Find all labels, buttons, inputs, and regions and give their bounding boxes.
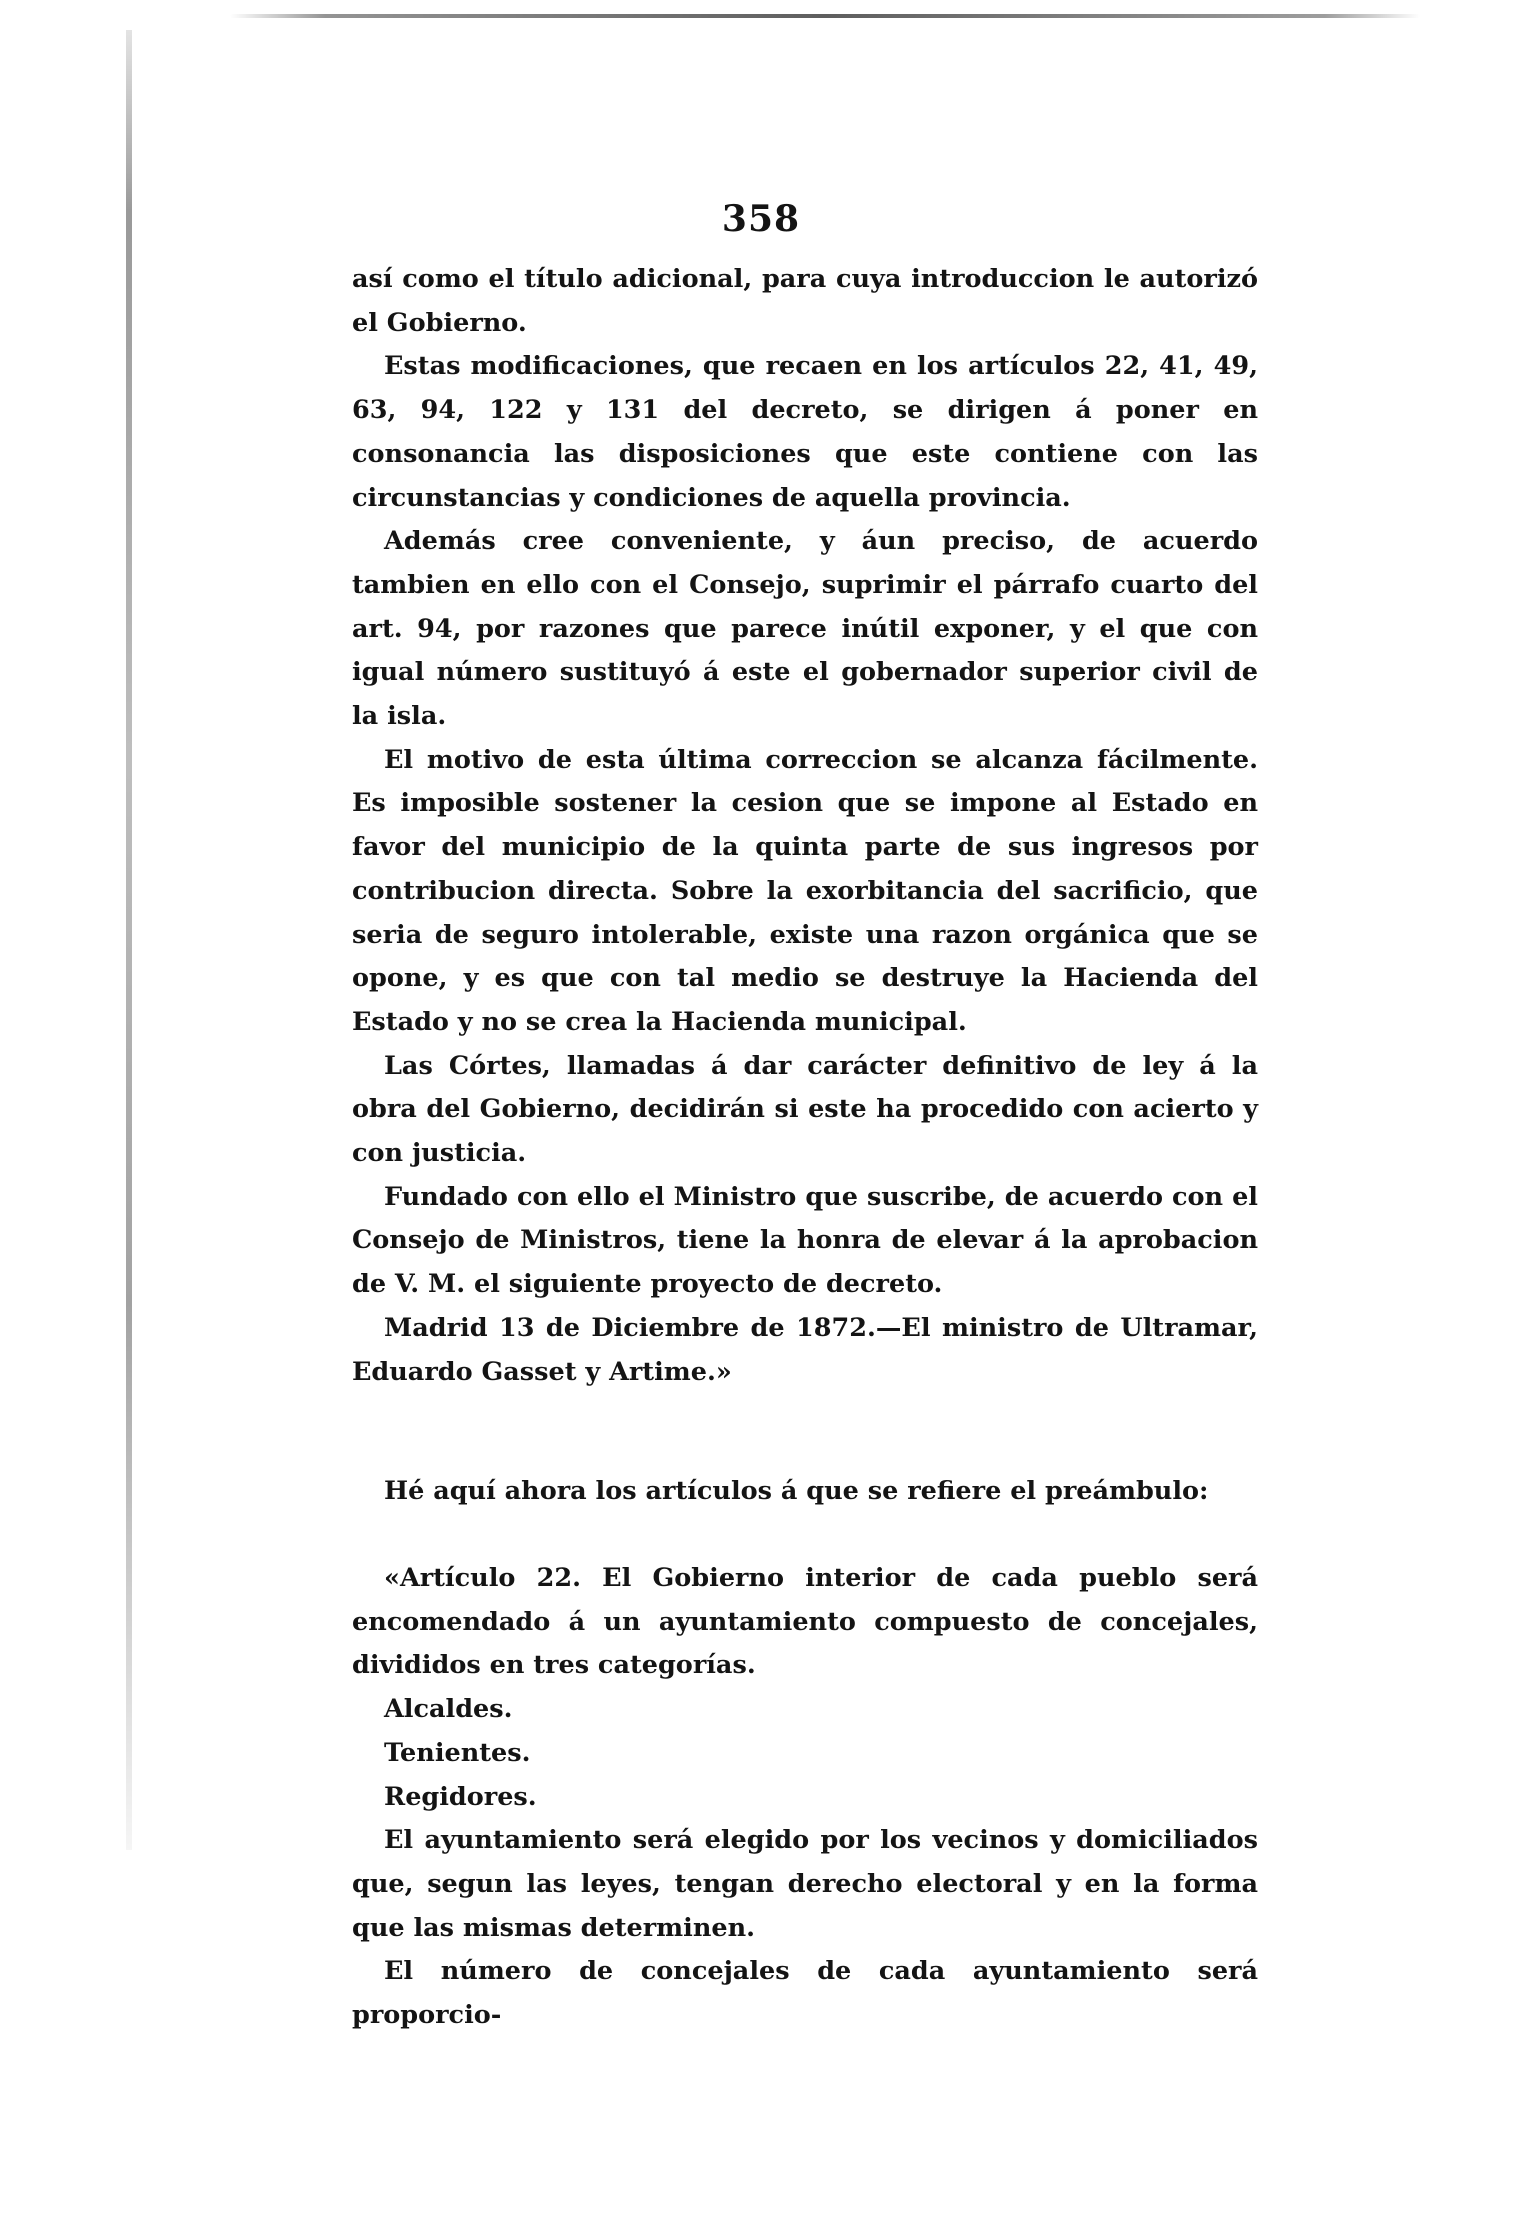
category-item: Regidores. — [384, 1781, 537, 1812]
article-22-opening: «Artículo 22. El Gobierno interior de cada pueblo será encomendado á un ayuntamiento compuesto de concejales, divididos en tres categorías. — [352, 1563, 1258, 1681]
article-fragment: El número de concejales de cada ayuntamiento será proporcio- — [352, 1956, 1258, 2031]
paragraph-signature: Madrid 13 de Diciembre de 1872.—El ministro de Ultramar, Eduardo Gasset y Artime.» — [352, 1312, 1258, 1387]
preamble-text — [352, 258, 1258, 1394]
paragraph-modifications: Estas modificaciones, que recaen en los artículos 22, 41, 49, 63, 94, 122 y 131 del decreto, se dirigen á poner en consonancia las disposiciones que este contiene con las circunstancias y condiciones de aquella provincia. — [352, 351, 1258, 513]
paragraph-continuation: así como el título adicional, para cuya introduccion le autorizó el Gobierno. — [352, 264, 1258, 338]
scan-edge-left — [126, 30, 132, 1850]
article-election: El ayuntamiento será elegido por los vecinos y domiciliados que, segun las leyes, tengan derecho electoral y en la forma que las mismas determinen. — [352, 1825, 1258, 1943]
article-text — [352, 1557, 1258, 2038]
paragraph-suppression: Además cree conveniente, y áun preciso, de acuerdo tambien en ello con el Consejo, suprimir el párrafo cuarto del art. 94, por razones que parece inútil exponer, y el que con igual número sustituyó á este el gobernador superior civil de la isla. — [352, 526, 1258, 732]
category-item: Tenientes. — [384, 1737, 531, 1768]
articles-intro: Hé aquí ahora los artículos á que se refiere el preámbulo: — [384, 1476, 1209, 1506]
category-item: Alcaldes. — [384, 1694, 513, 1725]
page-number: 358 — [721, 198, 801, 240]
paragraph-proposal: Fundado con ello el Ministro que suscribe, de acuerdo con el Consejo de Ministros, tiene la honra de elevar á la aprobacion de V. M. el siguiente proyecto de decreto. — [352, 1181, 1258, 1300]
scan-edge-top — [230, 14, 1420, 18]
paragraph-cortes: Las Córtes, llamadas á dar carácter definitivo de ley á la obra del Gobierno, decidirán si este ha procedido con acierto y con justicia. — [352, 1050, 1258, 1169]
paragraph-motive: El motivo de esta última correccion se alcanza fácilmente. Es imposible sostener la cesion que se impone al Estado en favor del municipio de la quinta parte de sus ingresos por contribucion directa. Sobre la exorbitancia del sacrificio, que seria de seguro intolerable, existe una razon orgánica que se opone, y es que con tal medio se destruye la Hacienda del Estado y no se crea la Hacienda municipal. — [352, 744, 1258, 1037]
